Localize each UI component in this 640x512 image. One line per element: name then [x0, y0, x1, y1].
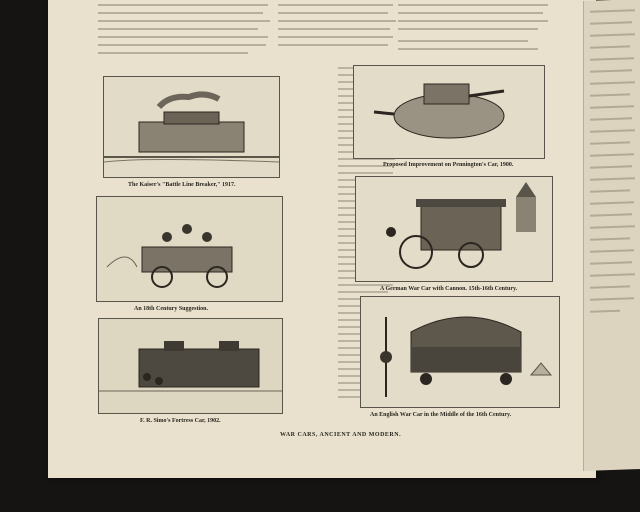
carriage-icon	[97, 197, 282, 301]
covered-wagon-icon	[361, 297, 559, 407]
caption-3: An 18th Century Suggestion.	[134, 306, 209, 312]
illustration-18th-century	[96, 196, 283, 302]
illustration-battle-line-breaker	[103, 76, 280, 178]
illustration-german-war-car	[355, 176, 553, 282]
adjacent-page	[583, 0, 640, 471]
armored-car-icon	[354, 66, 544, 158]
figure-title: WAR CARS, ANCIENT AND MODERN.	[280, 432, 402, 438]
caption-2: Proposed Improvement on Pennington's Car, 1900.	[383, 162, 514, 168]
caption-4: A German War Car with Cannon. 15th-16th Century.	[380, 286, 518, 292]
caption-6: An English War Car in the Middle of the 16th Century.	[370, 412, 512, 418]
cannon-car-icon	[356, 177, 552, 281]
fortress-car-icon	[99, 319, 282, 413]
illustration-pennington-car	[353, 65, 545, 159]
caption-5: F. R. Simo's Fortress Car, 1902.	[140, 418, 221, 424]
newspaper-page	[48, 0, 596, 478]
illustration-english-war-car	[360, 296, 560, 408]
caption-1: The Kaiser's "Battle Line Breaker," 1917.	[128, 182, 236, 188]
illustration-fortress-car	[98, 318, 283, 414]
tank-icon	[104, 77, 279, 177]
